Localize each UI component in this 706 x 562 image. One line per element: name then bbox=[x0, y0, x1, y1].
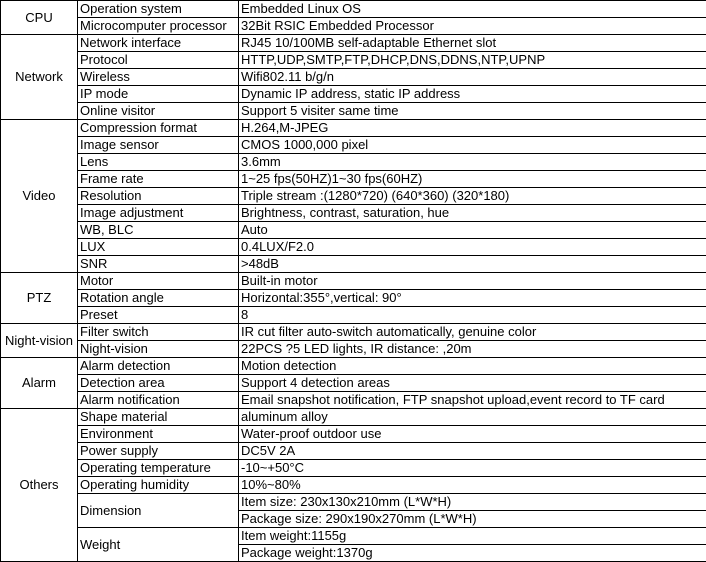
spec-name-cell: Filter switch bbox=[78, 324, 239, 341]
category-cell: Others bbox=[1, 409, 78, 562]
spec-value-cell: Auto bbox=[239, 222, 706, 239]
spec-row bbox=[1, 409, 706, 426]
spec-value-cell: Water-proof outdoor use bbox=[239, 426, 706, 443]
spec-name-cell: Shape material bbox=[78, 409, 239, 426]
spec-name-cell: Motor bbox=[78, 273, 239, 290]
spec-row bbox=[1, 86, 706, 103]
spec-value-cell: HTTP,UDP,SMTP,FTP,DHCP,DNS,DDNS,NTP,UPNP bbox=[239, 52, 706, 69]
spec-name-cell: IP mode bbox=[78, 86, 239, 103]
spec-value-cell: Item size: 230x130x210mm (L*W*H) bbox=[239, 494, 706, 511]
spec-row bbox=[1, 103, 706, 120]
spec-row bbox=[1, 188, 706, 205]
spec-row bbox=[1, 171, 706, 188]
spec-name-cell: WB, BLC bbox=[78, 222, 239, 239]
spec-name-cell: Frame rate bbox=[78, 171, 239, 188]
spec-value-cell: Brightness, contrast, saturation, hue bbox=[239, 205, 706, 222]
category-cell: Video bbox=[1, 120, 78, 273]
spec-value-cell: Embedded Linux OS bbox=[239, 1, 706, 18]
spec-row bbox=[1, 18, 706, 35]
category-cell: PTZ bbox=[1, 273, 78, 324]
spec-name-cell: Operating temperature bbox=[78, 460, 239, 477]
spec-name-cell: LUX bbox=[78, 239, 239, 256]
spec-row bbox=[1, 477, 706, 494]
spec-name-cell: Alarm detection bbox=[78, 358, 239, 375]
spec-value-cell: H.264,M-JPEG bbox=[239, 120, 706, 137]
spec-row bbox=[1, 375, 706, 392]
category-cell: CPU bbox=[1, 1, 78, 35]
spec-name-cell: Lens bbox=[78, 154, 239, 171]
spec-value-cell: CMOS 1000,000 pixel bbox=[239, 137, 706, 154]
spec-name-cell: Environment bbox=[78, 426, 239, 443]
spec-name-cell: Resolution bbox=[78, 188, 239, 205]
spec-name-cell: Preset bbox=[78, 307, 239, 324]
spec-value-cell: Horizontal:355°,vertical: 90° bbox=[239, 290, 706, 307]
spec-row bbox=[1, 256, 706, 273]
spec-row bbox=[1, 460, 706, 477]
spec-row bbox=[1, 290, 706, 307]
spec-value-cell: Dynamic IP address, static IP address bbox=[239, 86, 706, 103]
spec-value-cell: 1~25 fps(50HZ)1~30 fps(60HZ) bbox=[239, 171, 706, 188]
spec-value-cell: DC5V 2A bbox=[239, 443, 706, 460]
spec-name-cell: Operating humidity bbox=[78, 477, 239, 494]
spec-name-cell: Network interface bbox=[78, 35, 239, 52]
spec-name-cell: Image adjustment bbox=[78, 205, 239, 222]
spec-name-cell: Protocol bbox=[78, 52, 239, 69]
spec-value-cell: Package weight:1370g bbox=[239, 545, 706, 562]
spec-row bbox=[1, 307, 706, 324]
spec-value-cell: IR cut filter auto-switch automatically, genuine color bbox=[239, 324, 706, 341]
spec-name-cell: Image sensor bbox=[78, 137, 239, 154]
spec-name-cell: Alarm notification bbox=[78, 392, 239, 409]
spec-value-cell: Motion detection bbox=[239, 358, 706, 375]
spec-row bbox=[1, 35, 706, 52]
spec-value-cell: 32Bit RSIC Embedded Processor bbox=[239, 18, 706, 35]
spec-name-cell: Compression format bbox=[78, 120, 239, 137]
spec-value-cell: aluminum alloy bbox=[239, 409, 706, 426]
spec-row bbox=[1, 154, 706, 171]
spec-name-cell: Wireless bbox=[78, 69, 239, 86]
spec-row bbox=[1, 324, 706, 341]
spec-row bbox=[1, 222, 706, 239]
spec-name-cell: SNR bbox=[78, 256, 239, 273]
category-cell: Night-vision bbox=[1, 324, 78, 358]
spec-name-cell: Online visitor bbox=[78, 103, 239, 120]
spec-row bbox=[1, 52, 706, 69]
spec-name-cell: Dimension bbox=[78, 494, 239, 528]
spec-row bbox=[1, 205, 706, 222]
spec-table-body bbox=[1, 1, 706, 562]
spec-row bbox=[1, 341, 706, 358]
spec-name-cell: Rotation angle bbox=[78, 290, 239, 307]
spec-name-cell: Night-vision bbox=[78, 341, 239, 358]
spec-row bbox=[1, 120, 706, 137]
spec-row bbox=[1, 443, 706, 460]
spec-value-cell: Email snapshot notification, FTP snapshot upload,event record to TF card bbox=[239, 392, 706, 409]
spec-row bbox=[1, 69, 706, 86]
spec-row bbox=[1, 137, 706, 154]
category-cell: Alarm bbox=[1, 358, 78, 409]
spec-value-cell: RJ45 10/100MB self-adaptable Ethernet slot bbox=[239, 35, 706, 52]
spec-value-cell: Support 4 detection areas bbox=[239, 375, 706, 392]
spec-value-cell: >48dB bbox=[239, 256, 706, 273]
spec-row bbox=[1, 239, 706, 256]
spec-row bbox=[1, 494, 706, 511]
spec-row bbox=[1, 528, 706, 545]
spec-name-cell: Power supply bbox=[78, 443, 239, 460]
spec-value-cell: -10~+50°C bbox=[239, 460, 706, 477]
spec-value-cell: Support 5 visiter same time bbox=[239, 103, 706, 120]
spec-row bbox=[1, 273, 706, 290]
spec-value-cell: 22PCS ?5 LED lights, IR distance: ,20m bbox=[239, 341, 706, 358]
spec-value-cell: Wifi802.11 b/g/n bbox=[239, 69, 706, 86]
category-cell: Network bbox=[1, 35, 78, 120]
spec-value-cell: Item weight:1155g bbox=[239, 528, 706, 545]
spec-name-cell: Operation system bbox=[78, 1, 239, 18]
spec-value-cell: Package size: 290x190x270mm (L*W*H) bbox=[239, 511, 706, 528]
spec-value-cell: 10%~80% bbox=[239, 477, 706, 494]
spec-row bbox=[1, 392, 706, 409]
spec-value-cell: 3.6mm bbox=[239, 154, 706, 171]
spec-name-cell: Detection area bbox=[78, 375, 239, 392]
spec-name-cell: Weight bbox=[78, 528, 239, 562]
spec-value-cell: 8 bbox=[239, 307, 706, 324]
spec-value-cell: Built-in motor bbox=[239, 273, 706, 290]
spec-row bbox=[1, 1, 706, 18]
spec-row bbox=[1, 358, 706, 375]
spec-row bbox=[1, 426, 706, 443]
spec-name-cell: Microcomputer processor bbox=[78, 18, 239, 35]
spec-value-cell: Triple stream :(1280*720) (640*360) (320*180) bbox=[239, 188, 706, 205]
spec-value-cell: 0.4LUX/F2.0 bbox=[239, 239, 706, 256]
